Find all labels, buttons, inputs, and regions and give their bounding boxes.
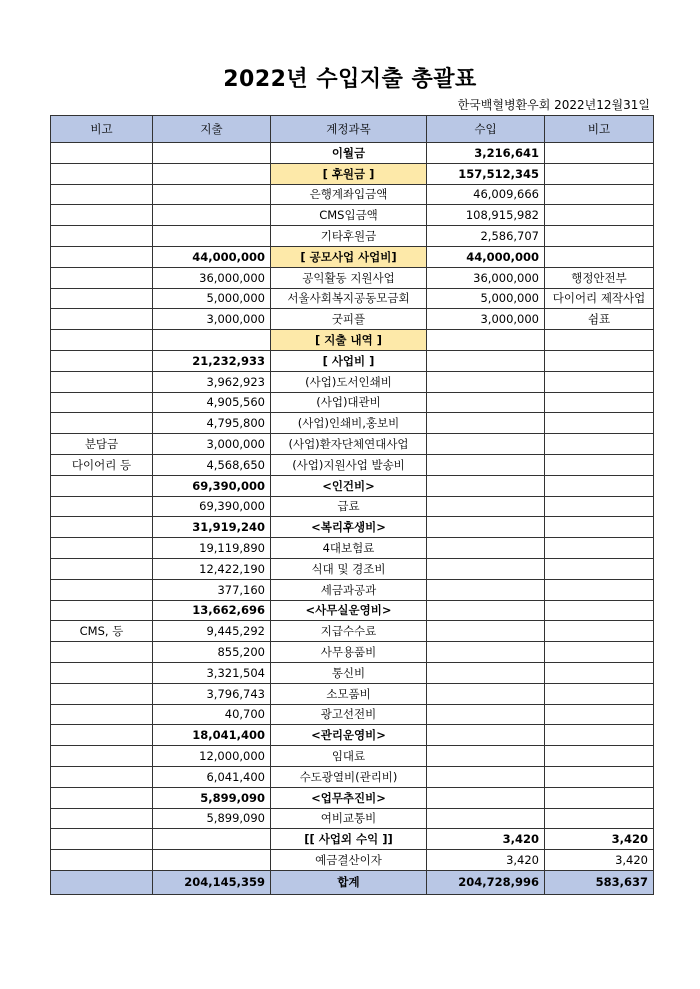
row-note-right bbox=[545, 496, 654, 517]
row-note-right: 다이어리 제작사업 bbox=[545, 288, 654, 309]
row-note-left bbox=[51, 205, 153, 226]
row-note-left bbox=[51, 538, 153, 559]
row-account: 사무용품비 bbox=[271, 642, 427, 663]
row-income: 36,000,000 bbox=[427, 267, 545, 288]
row-expense: 5,000,000 bbox=[153, 288, 271, 309]
table-row bbox=[51, 205, 654, 226]
row-income bbox=[427, 475, 545, 496]
row-note-right bbox=[545, 392, 654, 413]
table-row bbox=[51, 683, 654, 704]
total-note-right: 583,637 bbox=[545, 870, 654, 894]
table-row bbox=[51, 662, 654, 683]
row-account: (사업)도서인쇄비 bbox=[271, 371, 427, 392]
row-account: (사업)대관비 bbox=[271, 392, 427, 413]
row-expense: 4,795,800 bbox=[153, 413, 271, 434]
row-income bbox=[427, 725, 545, 746]
row-expense: 3,796,743 bbox=[153, 683, 271, 704]
row-account: 굿피플 bbox=[271, 309, 427, 330]
row-income: 2,586,707 bbox=[427, 226, 545, 247]
row-note-left bbox=[51, 163, 153, 184]
row-account: <관리운영비> bbox=[271, 725, 427, 746]
row-income: 5,000,000 bbox=[427, 288, 545, 309]
row-income bbox=[427, 434, 545, 455]
row-income bbox=[427, 371, 545, 392]
row-note-right bbox=[545, 143, 654, 164]
row-account: 4대보험료 bbox=[271, 538, 427, 559]
row-note-right bbox=[545, 163, 654, 184]
row-account: 수도광열비(관리비) bbox=[271, 766, 427, 787]
row-income: 3,216,641 bbox=[427, 143, 545, 164]
row-account: <업무추진비> bbox=[271, 787, 427, 808]
row-expense: 40,700 bbox=[153, 704, 271, 725]
row-income bbox=[427, 621, 545, 642]
row-note-right bbox=[545, 350, 654, 371]
row-expense bbox=[153, 226, 271, 247]
row-note-left bbox=[51, 330, 153, 351]
row-note-left bbox=[51, 226, 153, 247]
table-row bbox=[51, 642, 654, 663]
row-note-left bbox=[51, 558, 153, 579]
row-income bbox=[427, 746, 545, 767]
organization-date: 한국백혈병환우회 2022년12월31일 bbox=[457, 98, 650, 112]
table-row bbox=[51, 517, 654, 538]
row-expense: 3,962,923 bbox=[153, 371, 271, 392]
row-account: 통신비 bbox=[271, 662, 427, 683]
table-row bbox=[51, 787, 654, 808]
row-account: [ 사업비 ] bbox=[271, 350, 427, 371]
table-row bbox=[51, 434, 654, 455]
table-row bbox=[51, 184, 654, 205]
row-income bbox=[427, 766, 545, 787]
row-account: 여비교통비 bbox=[271, 808, 427, 829]
table-row bbox=[51, 704, 654, 725]
row-note-left bbox=[51, 413, 153, 434]
row-expense bbox=[153, 829, 271, 850]
row-note-right bbox=[545, 413, 654, 434]
row-expense: 13,662,696 bbox=[153, 600, 271, 621]
row-note-right: 3,420 bbox=[545, 829, 654, 850]
row-note-left bbox=[51, 496, 153, 517]
row-expense: 3,000,000 bbox=[153, 434, 271, 455]
row-account: 예금결산이자 bbox=[271, 850, 427, 871]
row-account: CMS입금액 bbox=[271, 205, 427, 226]
row-income bbox=[427, 517, 545, 538]
row-income bbox=[427, 600, 545, 621]
row-note-right bbox=[545, 226, 654, 247]
row-note-right: 3,420 bbox=[545, 850, 654, 871]
row-income bbox=[427, 704, 545, 725]
row-note-left bbox=[51, 850, 153, 871]
header-expense: 지출 bbox=[153, 116, 271, 143]
row-note-right bbox=[545, 330, 654, 351]
row-note-left bbox=[51, 475, 153, 496]
row-expense: 3,321,504 bbox=[153, 662, 271, 683]
row-income bbox=[427, 558, 545, 579]
row-expense: 12,422,190 bbox=[153, 558, 271, 579]
row-note-left: 분담금 bbox=[51, 434, 153, 455]
row-note-left bbox=[51, 392, 153, 413]
table-row bbox=[51, 808, 654, 829]
row-expense: 5,899,090 bbox=[153, 808, 271, 829]
row-expense bbox=[153, 850, 271, 871]
row-note-left bbox=[51, 350, 153, 371]
row-income bbox=[427, 392, 545, 413]
header-income: 수입 bbox=[427, 116, 545, 143]
table-row bbox=[51, 475, 654, 496]
row-note-left bbox=[51, 683, 153, 704]
table-row bbox=[51, 454, 654, 475]
table-row bbox=[51, 558, 654, 579]
row-note-right bbox=[545, 642, 654, 663]
row-note-right bbox=[545, 205, 654, 226]
row-note-right bbox=[545, 538, 654, 559]
row-expense: 4,568,650 bbox=[153, 454, 271, 475]
row-note-right bbox=[545, 434, 654, 455]
row-account: [ 지출 내역 ] bbox=[271, 330, 427, 351]
table-row bbox=[51, 392, 654, 413]
row-note-right bbox=[545, 704, 654, 725]
table-row bbox=[51, 309, 654, 330]
row-account: [ 공모사업 사업비] bbox=[271, 246, 427, 267]
row-expense: 19,119,890 bbox=[153, 538, 271, 559]
row-income: 3,420 bbox=[427, 850, 545, 871]
row-expense: 6,041,400 bbox=[153, 766, 271, 787]
row-note-right bbox=[545, 184, 654, 205]
row-expense bbox=[153, 184, 271, 205]
row-income: 3,000,000 bbox=[427, 309, 545, 330]
row-note-left bbox=[51, 600, 153, 621]
row-expense: 9,445,292 bbox=[153, 621, 271, 642]
row-note-left bbox=[51, 184, 153, 205]
page-title: 2022년 수입지출 총괄표 bbox=[223, 67, 477, 92]
row-income bbox=[427, 808, 545, 829]
row-account: 임대료 bbox=[271, 746, 427, 767]
row-note-left bbox=[51, 309, 153, 330]
table-header-row bbox=[51, 116, 654, 143]
row-note-left: 다이어리 등 bbox=[51, 454, 153, 475]
row-note-left bbox=[51, 642, 153, 663]
row-income: 108,915,982 bbox=[427, 205, 545, 226]
table-row bbox=[51, 850, 654, 871]
row-income bbox=[427, 413, 545, 434]
table-row bbox=[51, 725, 654, 746]
table-row bbox=[51, 163, 654, 184]
row-account: <인건비> bbox=[271, 475, 427, 496]
table-row bbox=[51, 538, 654, 559]
table-row bbox=[51, 371, 654, 392]
row-expense: 855,200 bbox=[153, 642, 271, 663]
table-row bbox=[51, 413, 654, 434]
row-note-left bbox=[51, 787, 153, 808]
row-note-right bbox=[545, 725, 654, 746]
row-note-left bbox=[51, 746, 153, 767]
header-note-left: 비고 bbox=[51, 116, 153, 143]
row-note-left bbox=[51, 517, 153, 538]
row-account: 광고선전비 bbox=[271, 704, 427, 725]
row-note-right bbox=[545, 787, 654, 808]
row-expense bbox=[153, 205, 271, 226]
row-account: 이월금 bbox=[271, 143, 427, 164]
row-income: 44,000,000 bbox=[427, 246, 545, 267]
row-account: 서울사회복지공동모금회 bbox=[271, 288, 427, 309]
row-note-left bbox=[51, 725, 153, 746]
table-row bbox=[51, 496, 654, 517]
total-row bbox=[51, 870, 654, 894]
row-note-right bbox=[545, 517, 654, 538]
table-row bbox=[51, 330, 654, 351]
table-row bbox=[51, 746, 654, 767]
row-note-left bbox=[51, 662, 153, 683]
header-account: 계정과목 bbox=[271, 116, 427, 143]
row-income bbox=[427, 350, 545, 371]
row-note-right bbox=[545, 766, 654, 787]
income-expense-table bbox=[50, 115, 654, 895]
row-expense: 3,000,000 bbox=[153, 309, 271, 330]
row-account: [[ 사업외 수익 ]] bbox=[271, 829, 427, 850]
row-income bbox=[427, 579, 545, 600]
row-expense bbox=[153, 143, 271, 164]
row-expense: 18,041,400 bbox=[153, 725, 271, 746]
row-expense: 5,899,090 bbox=[153, 787, 271, 808]
row-note-left bbox=[51, 808, 153, 829]
row-account: (사업)인쇄비,홍보비 bbox=[271, 413, 427, 434]
table-row bbox=[51, 350, 654, 371]
row-expense: 377,160 bbox=[153, 579, 271, 600]
row-note-right bbox=[545, 621, 654, 642]
row-income bbox=[427, 683, 545, 704]
header-note-right: 비고 bbox=[545, 116, 654, 143]
row-income bbox=[427, 787, 545, 808]
row-note-right bbox=[545, 600, 654, 621]
row-note-left bbox=[51, 288, 153, 309]
row-account: 지급수수료 bbox=[271, 621, 427, 642]
table-row bbox=[51, 288, 654, 309]
table-row bbox=[51, 829, 654, 850]
row-note-left bbox=[51, 267, 153, 288]
table-row bbox=[51, 579, 654, 600]
row-account: 기타후원금 bbox=[271, 226, 427, 247]
row-note-right bbox=[545, 371, 654, 392]
table-row bbox=[51, 143, 654, 164]
row-expense: 69,390,000 bbox=[153, 496, 271, 517]
row-note-left bbox=[51, 766, 153, 787]
row-note-right bbox=[545, 662, 654, 683]
row-note-left bbox=[51, 704, 153, 725]
row-note-right bbox=[545, 746, 654, 767]
row-note-right bbox=[545, 579, 654, 600]
row-expense: 4,905,560 bbox=[153, 392, 271, 413]
row-note-left bbox=[51, 246, 153, 267]
row-expense: 31,919,240 bbox=[153, 517, 271, 538]
row-account: 세금과공과 bbox=[271, 579, 427, 600]
row-expense: 21,232,933 bbox=[153, 350, 271, 371]
total-expense: 204,145,359 bbox=[153, 870, 271, 894]
row-note-left bbox=[51, 829, 153, 850]
total-note-left bbox=[51, 870, 153, 894]
row-expense: 69,390,000 bbox=[153, 475, 271, 496]
row-account: 급료 bbox=[271, 496, 427, 517]
row-account: 식대 및 경조비 bbox=[271, 558, 427, 579]
row-note-left: CMS, 등 bbox=[51, 621, 153, 642]
row-account: (사업)지원사업 발송비 bbox=[271, 454, 427, 475]
row-note-right bbox=[545, 558, 654, 579]
row-account: [ 후원금 ] bbox=[271, 163, 427, 184]
row-expense: 36,000,000 bbox=[153, 267, 271, 288]
row-note-right bbox=[545, 683, 654, 704]
row-account: 은행계좌입금액 bbox=[271, 184, 427, 205]
row-account: <사무실운영비> bbox=[271, 600, 427, 621]
row-account: 공익활동 지원사업 bbox=[271, 267, 427, 288]
table-row bbox=[51, 621, 654, 642]
row-expense bbox=[153, 330, 271, 351]
row-note-right: 행정안전부 bbox=[545, 267, 654, 288]
row-expense bbox=[153, 163, 271, 184]
row-income: 46,009,666 bbox=[427, 184, 545, 205]
row-account: 소모품비 bbox=[271, 683, 427, 704]
table-row bbox=[51, 246, 654, 267]
row-expense: 12,000,000 bbox=[153, 746, 271, 767]
row-income: 3,420 bbox=[427, 829, 545, 850]
table-row bbox=[51, 600, 654, 621]
row-note-left bbox=[51, 579, 153, 600]
row-note-right bbox=[545, 246, 654, 267]
row-income bbox=[427, 454, 545, 475]
row-note-right: 쉼표 bbox=[545, 309, 654, 330]
row-note-right bbox=[545, 475, 654, 496]
row-income bbox=[427, 642, 545, 663]
row-income bbox=[427, 662, 545, 683]
table-row bbox=[51, 766, 654, 787]
row-note-right bbox=[545, 808, 654, 829]
row-income bbox=[427, 538, 545, 559]
row-income bbox=[427, 330, 545, 351]
row-note-left bbox=[51, 143, 153, 164]
row-income: 157,512,345 bbox=[427, 163, 545, 184]
row-income bbox=[427, 496, 545, 517]
total-income: 204,728,996 bbox=[427, 870, 545, 894]
row-account: (사업)환자단체연대사업 bbox=[271, 434, 427, 455]
row-note-left bbox=[51, 371, 153, 392]
table-row bbox=[51, 267, 654, 288]
row-expense: 44,000,000 bbox=[153, 246, 271, 267]
table-row bbox=[51, 226, 654, 247]
row-account: <복리후생비> bbox=[271, 517, 427, 538]
row-note-right bbox=[545, 454, 654, 475]
total-label: 합계 bbox=[271, 870, 427, 894]
